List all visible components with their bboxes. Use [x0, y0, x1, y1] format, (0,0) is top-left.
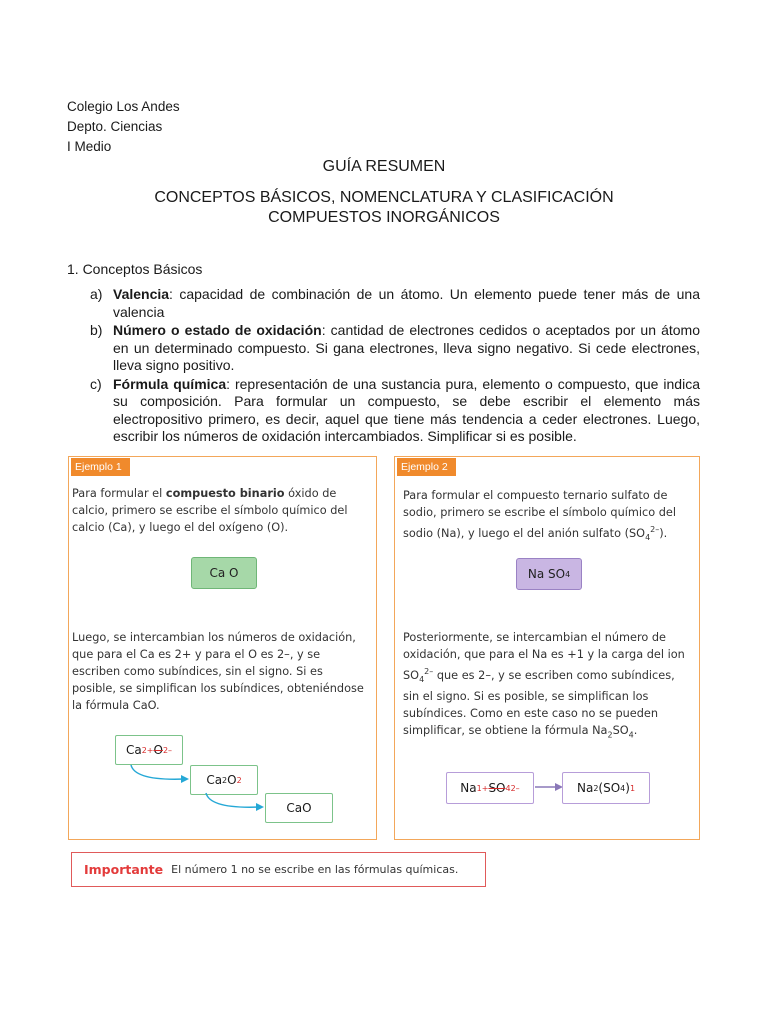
formula-step-1: Ca 2+ O 2– — [115, 735, 183, 765]
school-name: Colegio Los Andes — [67, 99, 180, 114]
department: Depto. Ciencias — [67, 119, 163, 134]
definition-item — [90, 286, 700, 321]
definition-term: Número o estado de oxidación — [113, 322, 322, 338]
item-letter: c) — [90, 375, 102, 392]
definition-text: : capacidad de combinación de un átomo. Un elemento puede tener más de una valencia — [113, 286, 700, 320]
formula-right: Na 2 (SO 4 ) 1 — [562, 772, 650, 804]
example-2-tag: Ejemplo 2 — [397, 458, 456, 476]
definition-term: Fórmula química — [113, 375, 227, 392]
importante-note — [71, 852, 486, 887]
item-letter: b) — [90, 322, 103, 338]
example-1-box — [68, 456, 377, 840]
subtitle-line-2: COMPUESTOS INORGÁNICOS — [268, 209, 500, 226]
example-1-intro: Para formular el compuesto binario óxido de calcio, primero se escribe el símbolo químico del calcio (Ca), y luego el del oxígeno (O). — [72, 487, 348, 534]
guide-subtitle — [0, 188, 768, 228]
section-heading: 1. Conceptos Básicos — [67, 261, 203, 277]
formula-left: Na 1+ SO 4 2– — [446, 772, 534, 804]
example-1-tag: Ejemplo 1 — [71, 458, 130, 476]
school-header — [67, 97, 180, 157]
definition-item — [90, 376, 700, 446]
example-2-intro: Para formular el compuesto ternario sulfato de sodio, primero se escribe el símbolo químico del sodio (Na), y luego el del anión sulfato $(SO_4^{2-})$. — [403, 489, 676, 543]
item-letter: a) — [90, 286, 103, 302]
formula-step-2: Ca 2 O 2 — [190, 765, 258, 795]
na-so4-chip: Na SO 4 — [516, 558, 582, 590]
subtitle-line-1: CONCEPTOS BÁSICOS, NOMENCLATURA Y CLASIFICACIÓN — [154, 189, 614, 206]
guide-title: GUÍA RESUMEN — [322, 158, 446, 175]
importante-label: Importante — [84, 862, 164, 877]
importante-message: El número 1 no se escribe en las fórmulas químicas. — [171, 863, 459, 876]
curved-arrows-icon — [125, 761, 325, 821]
example-1-explanation: Luego, se intercambian los números de oxidación, que para el Ca es 2+ y para el O es 2–, y se escriben como subíndices, sin el signo. Si es posible, se simplifican los subíndices, obteniéndose la fórmula CaO. — [72, 631, 364, 712]
arrow-right-icon — [533, 779, 565, 795]
example-2-box — [394, 456, 700, 840]
definition-term: Valencia — [113, 286, 170, 302]
example-2-explanation: Posteriormente, se intercambian el número de oxidación, que para el Na es +1 y la carga del ion $SO_4^{2-}$ que es 2–, y se escriben como subíndices, sin el signo. Si es posible, se simplifican los subíndices. Como en este caso no se pueden simplificar, se obtiene la fórmula $Na_2SO_4$. — [403, 631, 685, 740]
grade-level: I Medio — [67, 139, 112, 154]
formula-step-3: CaO — [265, 793, 333, 823]
definition-text: : cantidad de electrones cedidos o aceptados por un átomo en un determinado compuesto. Si gana electrones, lleva signo negativo. Si cede electrones, lleva signo positivo. — [113, 322, 700, 373]
definition-text: : representación de una sustancia pura, elemento o compuesto, que indica su composición. Para formular un compuesto, se debe escribir el elemento más electropositivo primero, es decir, aquel que tiene más tendencia a ceder electrones. Luego, escribir los números de oxidación intercambiados. Simplificar si es posible. — [113, 375, 700, 444]
definitions-list — [90, 286, 700, 447]
ca-o-chip: Ca O — [191, 557, 257, 589]
definition-item — [90, 322, 700, 375]
